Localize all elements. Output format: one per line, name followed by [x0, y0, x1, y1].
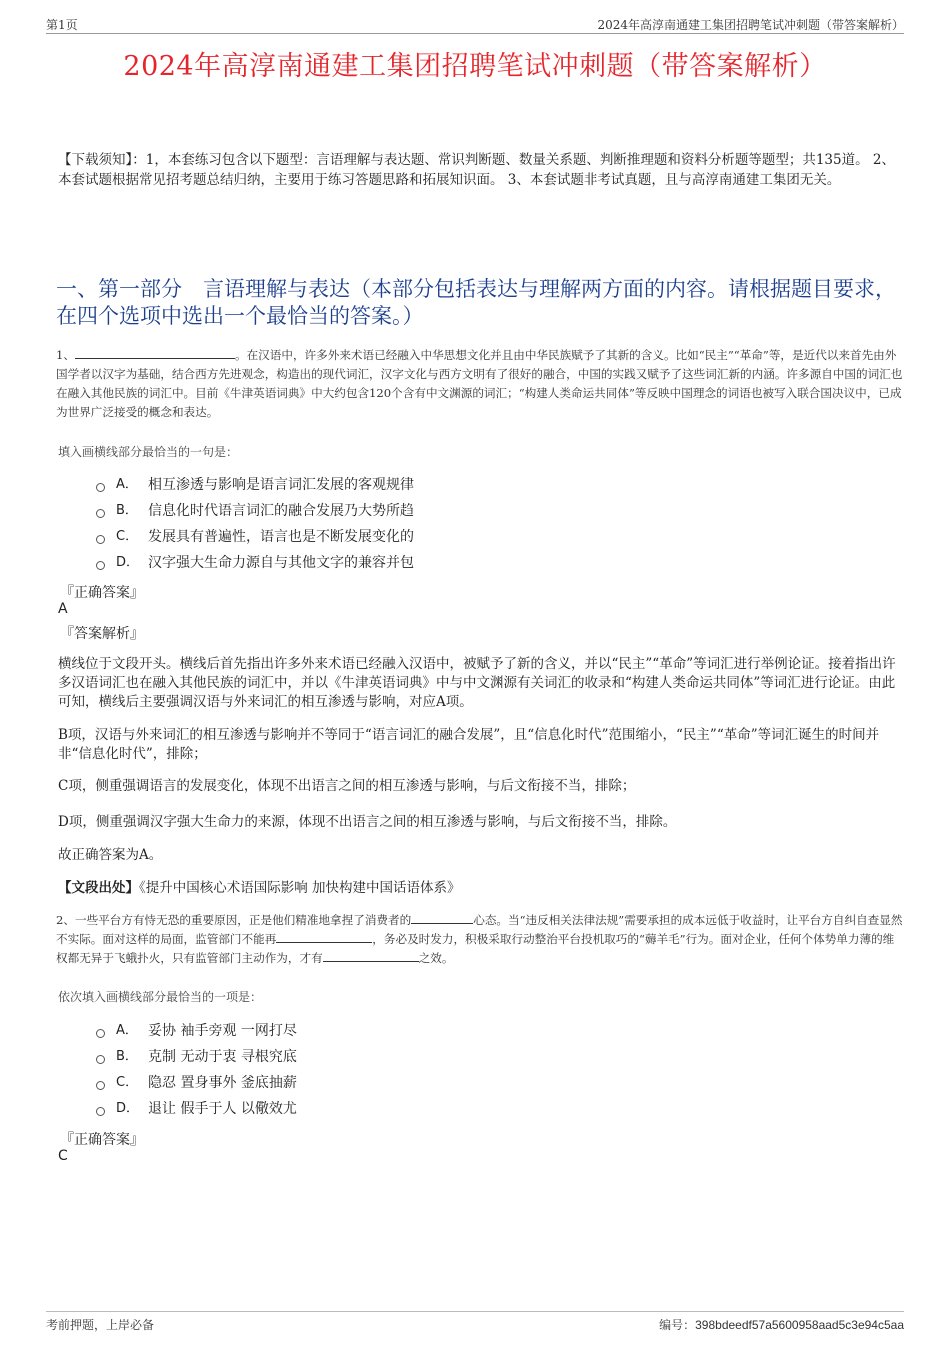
q1-answer: A	[58, 601, 68, 617]
answer-blank	[323, 950, 419, 962]
q1-analysis-label: 『答案解析』	[60, 626, 144, 642]
section-heading: 一、第一部分 言语理解与表达（本部分包括表达与理解两方面的内容。请根据题目要求，在四个选项中选出一个最恰当的答案。）	[56, 277, 896, 328]
q2-option-c[interactable]: C． 隐忍 置身事外 釜底抽薪	[96, 1072, 297, 1094]
q1-analysis-paragraph: C项，侧重强调语言的发展变化，体现不出语言之间的相互渗透与影响，与后文衔接不当，排除；	[58, 778, 636, 794]
page-title: 2024年高淳南通建工集团招聘笔试冲刺题（带答案解析）	[123, 51, 827, 82]
q1-option-a[interactable]: A． 相互渗透与影响是语言词汇发展的客观规律	[96, 474, 414, 496]
answer-blank	[411, 912, 473, 924]
question-1-prompt: 填入画横线部分最恰当的一句是：	[58, 445, 239, 459]
q1-analysis-paragraph: B项，汉语与外来词汇的相互渗透与影响并不等同于“语言词汇的融合发展”，且“信息化时代”范围缩小，“民主”“革命”等词汇诞生的时间并非“信息化时代”，排除；	[58, 727, 880, 762]
radio-icon[interactable]	[96, 483, 105, 492]
q1-source	[58, 879, 904, 898]
radio-icon[interactable]	[96, 1055, 105, 1064]
radio-icon[interactable]	[96, 1107, 105, 1116]
question-1-stem	[56, 346, 904, 422]
radio-icon[interactable]	[96, 535, 105, 544]
radio-icon[interactable]	[96, 561, 105, 570]
download-notice: 【下载须知】：1，本套练习包含以下题型：言语理解与表达题、常识判断题、数量关系题、判断推理题和资料分析题等题型；共135道。 2、本套试题根据常见招考题总结归纳，主要用于练习答题思路和拓展知识面。 3、本套试题非考试真题，且与高淳南通建工集团无关。	[58, 152, 895, 188]
radio-icon[interactable]	[96, 1029, 105, 1038]
q2-answer-label: 『正确答案』	[60, 1132, 144, 1148]
question-number: 1、	[56, 348, 75, 362]
q2-option-b[interactable]: B． 克制 无动于衷 寻根究底	[96, 1046, 297, 1068]
q1-analysis-conclusion: 故正确答案为A。	[58, 847, 163, 863]
q1-analysis-paragraph: D项，侧重强调汉字强大生命力的来源，体现不出语言之间的相互渗透与影响，与后文衔接不当，排除。	[58, 814, 677, 830]
q2-answer: C	[58, 1148, 68, 1164]
question-2-stem: 2、一些平台方有恃无恐的重要原因，正是他们精准地拿捏了消费者的 心态。当“违反相关法律法规”需要承担的成本远低于收益时，让平台方自纠自查显然不实际。面对这样的局面，监管部门不能再 ，务必及时发力，积极采取行动整治平台投机取巧的“薅羊毛”行为。面对企业，任何个体势单力薄的维权都无异于飞蛾扑火，只有监管部门主动作为，才有 之效。	[56, 913, 903, 965]
source-text: 《提升中国核心术语国际影响 加快构建中国话语体系》	[139, 880, 461, 896]
answer-blank	[276, 931, 372, 943]
footer-slogan: 考前押题，上岸必备	[46, 1318, 155, 1332]
radio-icon[interactable]	[96, 1081, 105, 1090]
q1-option-b[interactable]: B． 信息化时代语言词汇的融合发展乃大势所趋	[96, 500, 414, 522]
q2-option-d[interactable]: D． 退让 假手于人 以儆效尤	[96, 1098, 297, 1120]
question-2-prompt: 依次填入画横线部分最恰当的一项是：	[58, 990, 263, 1004]
footer-divider	[46, 1311, 904, 1312]
q1-option-d[interactable]: D． 汉字强大生命力源自与其他文字的兼容并包	[96, 552, 414, 574]
document-id: 398bdeedf57a5600958aad5c3e94c5aa	[695, 1318, 904, 1332]
q1-analysis-paragraph: 横线位于文段开头。横线后首先指出许多外来术语已经融入汉语中，被赋予了新的含义，并以“民主”“革命”等词汇进行举例论证。接着指出许多汉语词汇也在融入其他民族的词汇中，并以《牛津英语词典》中与中文渊源有关词汇的收录和“构建人类命运共同体”等词汇进行论证。由此可知，横线后主要强调汉语与外来词汇的相互渗透与影响，对应A项。	[58, 656, 896, 710]
footer-code: 编号：398bdeedf57a5600958aad5c3e94c5aa	[659, 1318, 904, 1332]
answer-blank	[75, 347, 235, 359]
q2-option-a[interactable]: A． 妥协 袖手旁观 一网打尽	[96, 1020, 297, 1042]
source-label: 【文段出处】	[58, 880, 139, 896]
header-divider	[46, 33, 904, 34]
q1-option-c[interactable]: C． 发展具有普遍性，语言也是不断发展变化的	[96, 526, 414, 548]
radio-icon[interactable]	[96, 509, 105, 518]
header-doc-title: 2024年高淳南通建工集团招聘笔试冲刺题（带答案解析）	[597, 18, 904, 32]
question-number: 2、	[56, 913, 75, 927]
page-number: 第1页	[46, 18, 78, 32]
q1-answer-label: 『正确答案』	[60, 585, 144, 601]
question-text: 。在汉语中，许多外来术语已经融入中华思想文化并且由中华民族赋予了其新的含义。比如“民主”“革命”等，是近代以来首先由外国学者以汉字为基础，结合西方先进观念，构造出的现代词汇，汉字文化与西方文明有了很好的融合，中国的实践又赋予了这些词汇新的内涵。许多源自中国的词汇也在融入其他民族的词汇中。目前《牛津英语词典》中大约包含120个含有中文渊源的词汇；“构建人类命运共同体”等反映中国理念的词语也被写入联合国决议中，已成为世界广泛接受的概念和表达。	[56, 348, 903, 419]
